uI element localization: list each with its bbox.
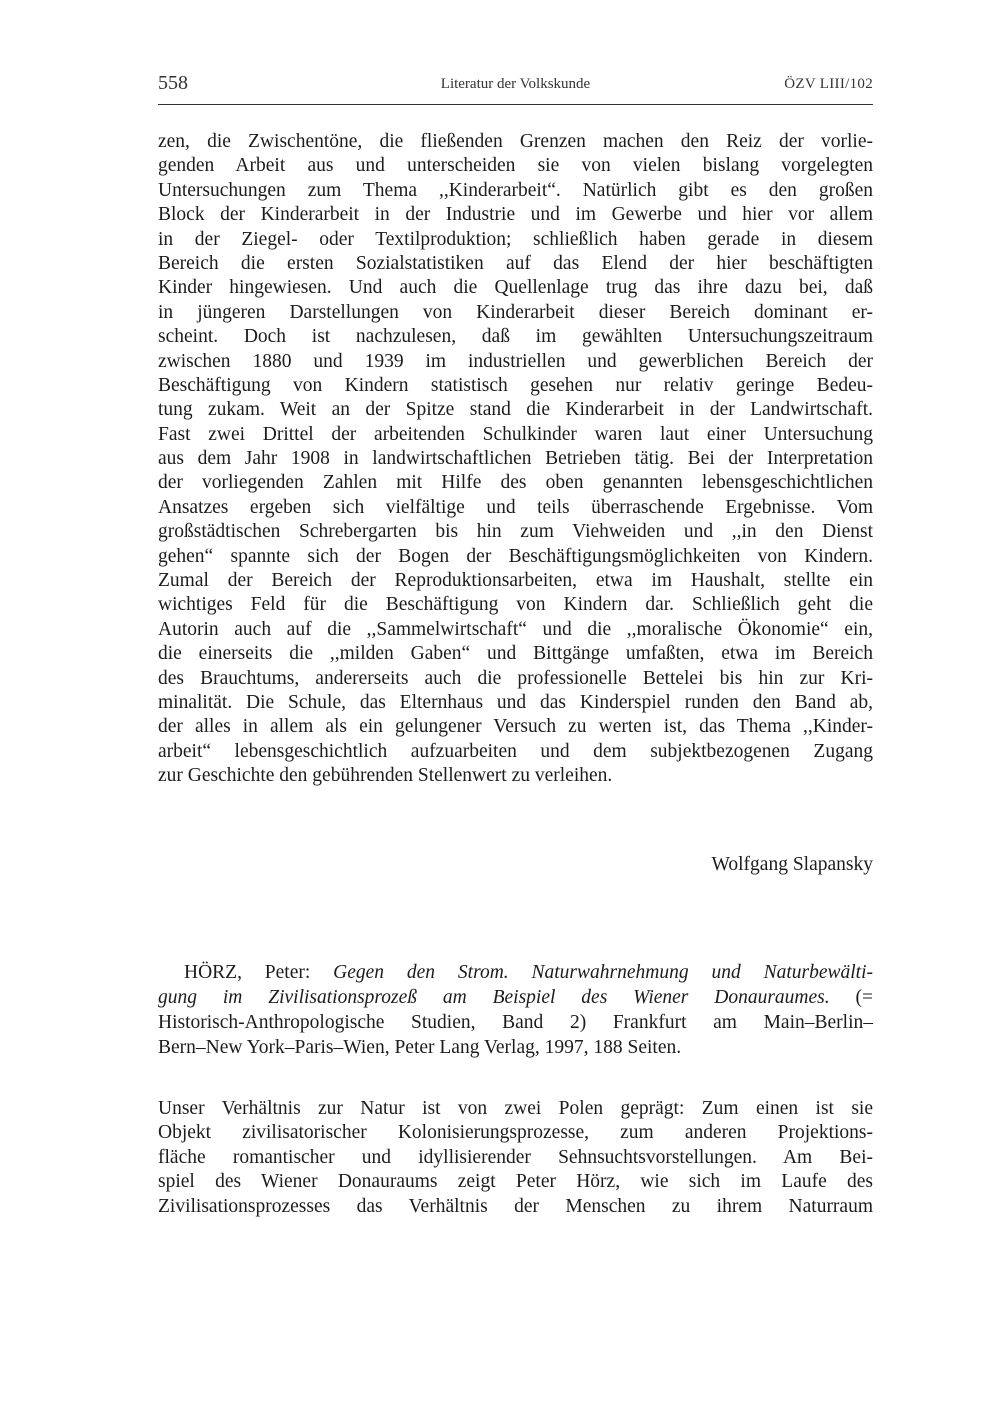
reviewer-signature: Wolfgang Slapansky — [711, 854, 873, 875]
text-line: Kinder hingewiesen. Und auch die Quellenlage trug das ihre dazu bei, daß — [158, 277, 873, 299]
text-line: Untersuchungen zum Thema ,,Kinderarbeit“. Natürlich gibt es den großen — [158, 179, 873, 201]
entry-line-3: Historisch-Anthropologische Studien, Band 2) Frankfurt am Main–Berlin– — [158, 1012, 873, 1033]
journal-reference: ÖZV LIII/102 — [784, 76, 873, 92]
review-text-hoerz — [158, 1097, 873, 1219]
review-text-kinderarbeit — [158, 130, 873, 789]
header-rule — [158, 104, 873, 105]
text-line: Zumal der Bereich der Reproduktionsarbeiten, etwa im Haushalt, stellte ein — [158, 570, 873, 592]
entry-series-open: (= — [829, 987, 873, 1008]
text-line: gehen“ spannte sich der Bogen der Beschäftigungsmöglichkeiten von Kindern. — [158, 545, 873, 567]
text-line: des Brauchtums, andererseits auch die professionelle Bettelei bis hin zur Kri- — [158, 667, 873, 689]
bibliographic-entry — [158, 960, 873, 1060]
text-line: Beschäftigung von Kindern statistisch gesehen nur relativ geringe Bedeu- — [158, 374, 873, 396]
text-line: die einerseits die ,,milden Gaben“ und Bittgänge umfaßten, etwa im Bereich — [158, 643, 873, 665]
text-line: genden Arbeit aus und unterscheiden sie von vielen bislang vorgelegten — [158, 155, 873, 177]
text-line: großstädtischen Schrebergarten bis hin zum Viehweiden und ,,in den Dienst — [158, 521, 873, 543]
entry-title: Gegen den Strom. Naturwahrnehmung und Naturbewälti- — [333, 962, 873, 983]
text-line: in jüngeren Darstellungen von Kinderarbeit dieser Bereich dominant er- — [158, 301, 873, 323]
running-title: Literatur der Volkskunde — [440, 76, 591, 92]
text-line: fläche romantischer und idyllisierender Sehnsuchtsvorstellungen. Am Bei- — [158, 1146, 873, 1168]
text-line: Bereich die ersten Sozialstatistiken auf das Elend der hier beschäftigten — [158, 252, 873, 274]
text-line: Zivilisationsprozesses das Verhältnis der Menschen zu ihrem Naturraum — [158, 1195, 873, 1217]
text-line: minalität. Die Schule, das Elternhaus und das Kinderspiel runden den Band ab, — [158, 691, 873, 713]
entry-line-1 — [158, 960, 873, 985]
page-header — [158, 70, 873, 100]
text-line: arbeit“ lebensgeschichtlich aufzuarbeiten und dem subjektbezogenen Zugang — [158, 740, 873, 762]
text-line: Block der Kinderarbeit in der Industrie und im Gewerbe und hier vor allem — [158, 204, 873, 226]
text-line: Fast zwei Drittel der arbeitenden Schulkinder waren laut einer Untersuchung — [158, 423, 873, 445]
text-line: Unser Verhältnis zur Natur ist von zwei Polen geprägt: Zum einen ist sie — [158, 1098, 873, 1119]
entry-author: HÖRZ, Peter: — [184, 962, 311, 983]
text-line: wichtiges Feld für die Beschäftigung von Kindern dar. Schließlich geht die — [158, 594, 873, 616]
reviewer-signature-block — [158, 853, 873, 877]
text-line: tung zukam. Weit an der Spitze stand die Kinderarbeit in der Landwirtschaft. — [158, 399, 873, 421]
entry-title-cont: gung im Zivilisationsprozeß am Beispiel des Wiener Donauraumes. — [158, 987, 830, 1008]
text-line: spiel des Wiener Donauraums zeigt Peter Hörz, wie sich im Laufe des — [158, 1171, 873, 1193]
text-line: Objekt zivilisatorischer Kolonisierungsprozesse, zum anderen Projektions- — [158, 1122, 873, 1144]
entry-line-2 — [158, 985, 873, 1010]
entry-line-4: Bern–New York–Paris–Wien, Peter Lang Verlag, 1997, 188 Seiten. — [158, 1037, 682, 1058]
text-line: der vorliegenden Zahlen mit Hilfe des oben genannten lebensgeschichtlichen — [158, 472, 873, 494]
text-line: der alles in allem als ein gelungener Versuch zu werten ist, das Thema ,,Kinder- — [158, 716, 873, 738]
text-line: zur Geschichte den gebührenden Stellenwert zu verleihen. — [158, 765, 613, 787]
text-line: zen, die Zwischentöne, die fließenden Grenzen machen den Reiz der vorlie- — [158, 131, 873, 152]
page-number: 558 — [158, 72, 188, 94]
text-line: Ansatzes ergeben sich vielfältige und teils überraschende Ergebnisse. Vom — [158, 496, 873, 518]
text-line: scheint. Doch ist nachzulesen, daß im gewählten Untersuchungszeitraum — [158, 326, 873, 348]
text-line: Autorin auch auf die ,,Sammelwirtschaft“ und die ,,moralische Ökonomie“ ein, — [158, 618, 873, 640]
text-line: in der Ziegel- oder Textilproduktion; schließlich haben gerade in diesem — [158, 228, 873, 250]
text-line: aus dem Jahr 1908 in landwirtschaftlichen Betrieben tätig. Bei der Interpretation — [158, 448, 873, 470]
text-line: zwischen 1880 und 1939 im industriellen und gewerblichen Bereich der — [158, 350, 873, 372]
